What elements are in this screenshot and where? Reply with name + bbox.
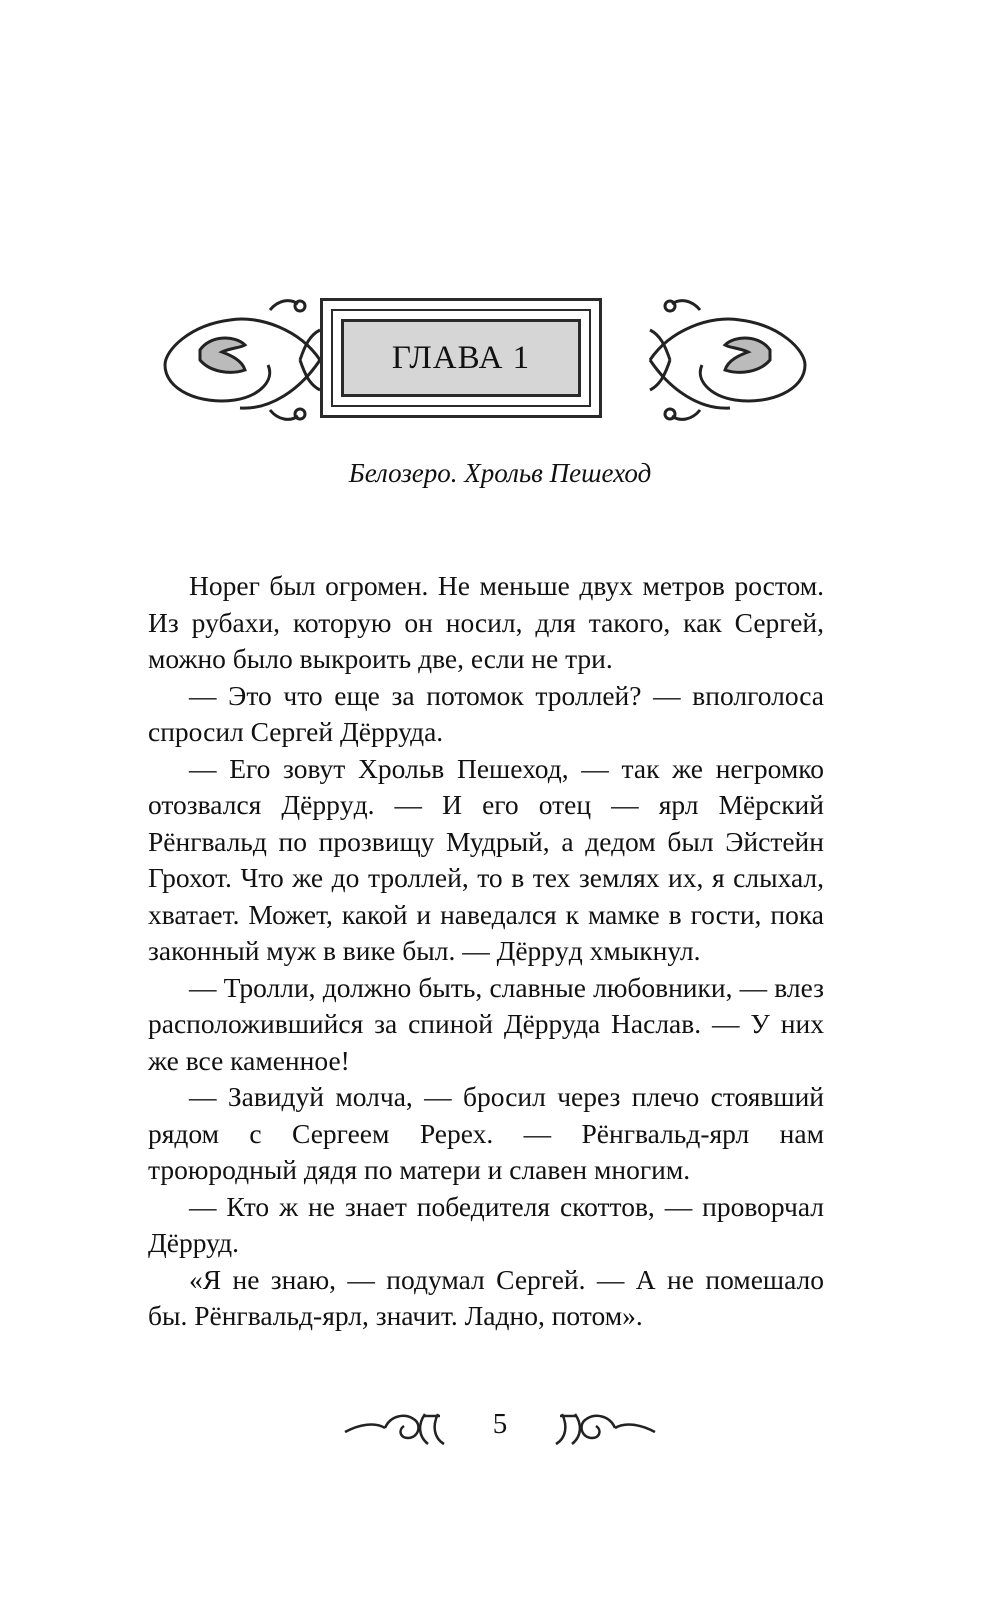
paragraph: — Кто ж не знает победителя скоттов, — проворчал Дёрруд. (148, 1190, 824, 1258)
left-scroll-ornament (165, 301, 320, 420)
right-scroll-ornament (650, 301, 805, 420)
chapter-title: ГЛАВА 1 (391, 339, 531, 376)
chapter-title-panel (341, 319, 581, 397)
chapter-frame (320, 298, 602, 418)
paragraph: — Это что еще за потомок троллей? — вполголоса спросил Сергей Дёрруда. (148, 679, 824, 747)
paragraph: — Завидуй молча, — бросил через плечо стоявший рядом с Сергеем Ререх. — Рёнгвальд-ярл нам троюродный дядя по матери и славен многим. (148, 1081, 824, 1185)
chapter-frame-inner (331, 309, 591, 407)
paragraph: «Я не знаю, — подумал Сергей. — А не помешало бы. Рёнгвальд-ярл, значит. Ладно, потом». (148, 1263, 824, 1331)
paragraph: — Тролли, должно быть, славные любовники, — влез расположившийся за спиной Дёрруда Наслав. — У них же все каменное! (148, 971, 824, 1076)
chapter-subtitle: Белозеро. Хрольв Пешеход (348, 458, 652, 488)
paragraph: — Его зовут Хрольв Пешеход, — так же негромко отозвался Дёррyд. — И его отец — ярл Мёрский Рёнгвальд по прозвищу Мудрый, а дедом был Эйстейн Грохот. Что же до троллей, то в тех землях их, я слыхал, хватает. Может, какой и наведался к мамке в гости, пока законный муж в вике был. — Дёррyд хмыкнул. (148, 752, 824, 966)
body-text (148, 568, 824, 1335)
page-number: 5 (492, 1408, 508, 1440)
paragraph: Норег был огромен. Не меньше двух метров ростом. Из рубахи, которую он носил, для такого, как Сергей, можно было выкроить две, если не три. (148, 570, 824, 674)
